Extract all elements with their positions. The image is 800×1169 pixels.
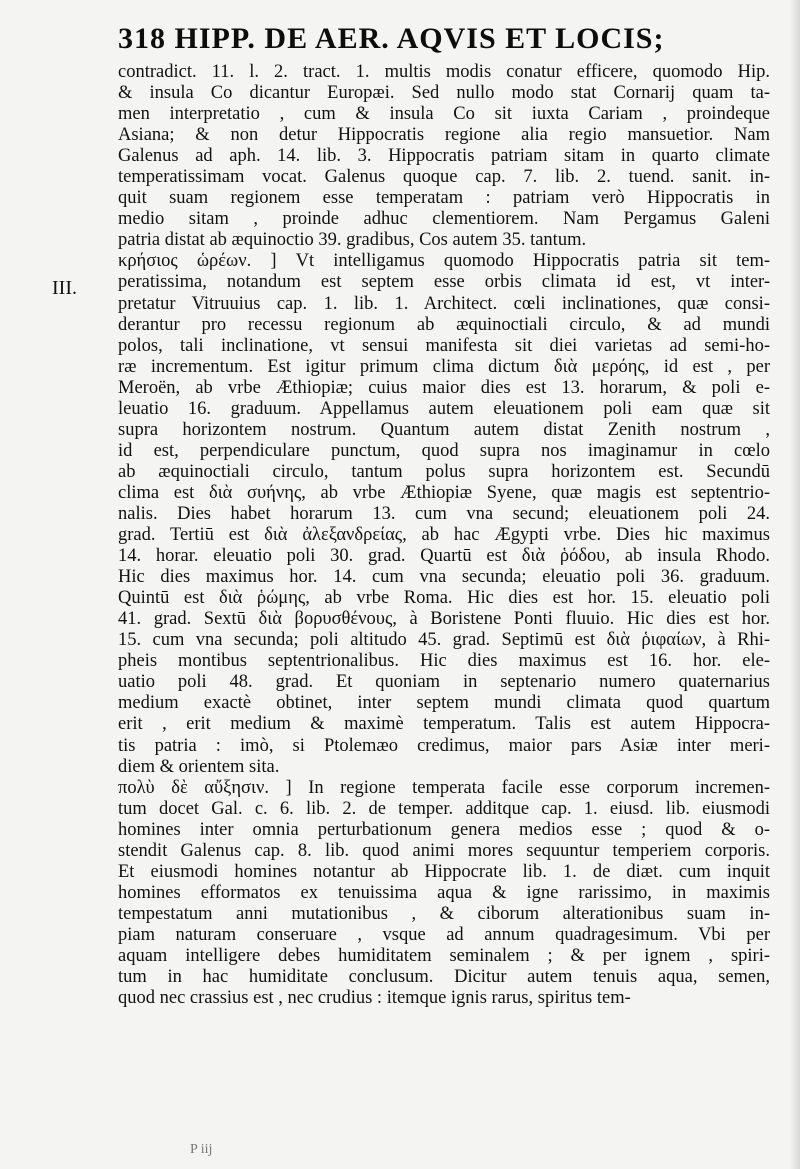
text-line: 15. cum vna secunda; poli altitudo 45. grad. Septimū est διὰ ῥιφαίων, à Rhi- bbox=[118, 630, 770, 651]
text-line: diem & orientem sita. bbox=[118, 756, 280, 777]
text-line: peratissima, notandum est septem esse orbis climata id est, vt inter- bbox=[118, 272, 770, 293]
text-line: Quintū est διὰ ῥώμης, ab vrbe Roma. Hic dies est hor. 15. eleuatio poli bbox=[118, 588, 770, 609]
text-line: πολὺ δὲ αὔξησιν. ] In regione temperata facile esse corporum incremen- bbox=[118, 777, 770, 798]
text-line: tis patria : imò, si Ptolemæo credimus, maior pars Asiæ inter meri- bbox=[118, 735, 770, 756]
text-line: medium exactè obtinet, inter septem mundi climata quod quartum bbox=[118, 693, 770, 714]
text-line: tum in hac humiditate conclusum. Dicitur autem tenuis aqua, semen, bbox=[118, 967, 770, 988]
page-edge-shadow bbox=[790, 0, 800, 1169]
text-line: Asiana; & non detur Hippocratis regione alia regio mansuetior. Nam bbox=[118, 125, 770, 146]
text-line: quod nec crassius est , nec crudius : itemque ignis rarus, spiritus tem- bbox=[118, 988, 631, 1009]
margin-section-number: III. bbox=[52, 277, 77, 299]
text-line: quit suam regionem esse temperatam : patriam verò Hippocratis in bbox=[118, 188, 770, 209]
body-text bbox=[118, 62, 770, 1009]
text-line: 41. grad. Sextū διὰ βορυσθένους, à Boristene Ponti fluuio. Hic dies est hor. bbox=[118, 609, 770, 630]
text-line: erit , erit medium & maximè temperatum. Talis est autem Hippocra- bbox=[118, 714, 770, 735]
text-line: homines efformatos ex tenuissima aqua & igne rarissimo, in maximis bbox=[118, 882, 770, 903]
text-line: ab æquinoctiali circulo, tantum polus supra horizontem est. Secundū bbox=[118, 461, 770, 482]
text-line: Et eiusmodi homines notantur ab Hippocrate lib. 1. de diæt. cum inquit bbox=[118, 861, 770, 882]
signature-mark: P iij bbox=[190, 1142, 213, 1157]
text-line: uatio poli 48. grad. Et quoniam in septenario numero quaternarius bbox=[118, 672, 770, 693]
text-line: contradict. 11. l. 2. tract. 1. multis modis conatur efficere, quomodo Hip. bbox=[118, 62, 770, 82]
text-line: pheis montibus septentrionalibus. Hic dies maximus est 16. hor. ele- bbox=[118, 651, 770, 672]
text-line: stendit Galenus cap. 8. lib. quod animi mores sequuntur temperiem corporis. bbox=[118, 840, 770, 861]
text-line: patria distat ab æquinoctio 39. gradibus, Cos autem 35. tantum. bbox=[118, 230, 587, 251]
text-line: aquam intelligere debes humiditatem seminalem ; & per ignem , spiri- bbox=[118, 945, 770, 966]
text-line: id est, perpendiculare punctum, quod supra nos imaginamur in cœlo bbox=[118, 440, 770, 461]
text-line: nalis. Dies habet horarum 13. cum vna secund; eleuationem poli 24. bbox=[118, 503, 770, 524]
text-line: homines inter omnia perturbationum genera medios esse ; quod & o- bbox=[118, 819, 770, 840]
text-line: supra horizontem nostrum. Quantum autem distat Zenith nostrum , bbox=[118, 419, 770, 440]
running-header: 318 HIPP. DE AER. AQVIS ET LOCIS; bbox=[118, 22, 665, 55]
text-line: tempestatum anni mutationibus , & ciborum alterationibus suam in- bbox=[118, 903, 770, 924]
text-line: 14. horar. eleuatio poli 30. grad. Quartū est διὰ ῥόδου, ab insula Rhodo. bbox=[118, 546, 770, 567]
text-line: men interpretatio , cum & insula Co sit iuxta Cariam , proindeque bbox=[118, 104, 770, 125]
text-line: tum docet Gal. c. 6. lib. 2. de temper. additque cap. 1. eiusd. lib. eiusmodi bbox=[118, 798, 770, 819]
text-line: medio sitam , proinde adhuc clementiorem. Nam Pergamus Galeni bbox=[118, 209, 770, 230]
text-line: piam naturam conseruare , vsque ad annum quadragesimum. Vbi per bbox=[118, 924, 770, 945]
text-line: & insula Co dicantur Europæi. Sed nullo modo stat Cornarij quam ta- bbox=[118, 83, 770, 104]
text-line: pretatur Vitruuius cap. 1. lib. 1. Architect. cœli inclinationes, quæ consi- bbox=[118, 293, 770, 314]
text-line: leuatio 16. graduum. Appellamus autem eleuationem poli eam quæ sit bbox=[118, 398, 770, 419]
text-line: temperatissimam vocat. Galenus quoque cap. 7. lib. 2. tuend. sanit. in- bbox=[118, 167, 770, 188]
text-line: polos, tali inclinatione, vt sensui manifesta sit diei varietas ad semi-ho- bbox=[118, 335, 770, 356]
text-line: clima est διὰ συήνης, ab vrbe Æthiopiæ Syene, quæ magis est septentrio- bbox=[118, 482, 770, 503]
text-line: ræ incrementum. Est igitur primum clima dictum διὰ μερόης, id est , per bbox=[118, 356, 770, 377]
text-line: Meroën, ab vrbe Æthiopiæ; cuius maior dies est 13. horarum, & poli e- bbox=[118, 377, 770, 398]
text-line: grad. Tertiū est διὰ ἀλεξανδρείας, ab hac Ægypti vrbe. Dies hic maximus bbox=[118, 525, 770, 546]
text-line: κρήσιος ὡρέων. ] Vt intelligamus quomodo Hippocratis patria sit tem- bbox=[118, 251, 770, 272]
text-line: Hic dies maximus hor. 14. cum vna secunda; eleuatio poli 36. graduum. bbox=[118, 567, 770, 588]
text-line: derantur pro recessu regionum ab æquinoctiali circulo, & ad mundi bbox=[118, 314, 770, 335]
text-line: Galenus ad aph. 14. lib. 3. Hippocratis patriam sitam in quarto climate bbox=[118, 146, 770, 167]
